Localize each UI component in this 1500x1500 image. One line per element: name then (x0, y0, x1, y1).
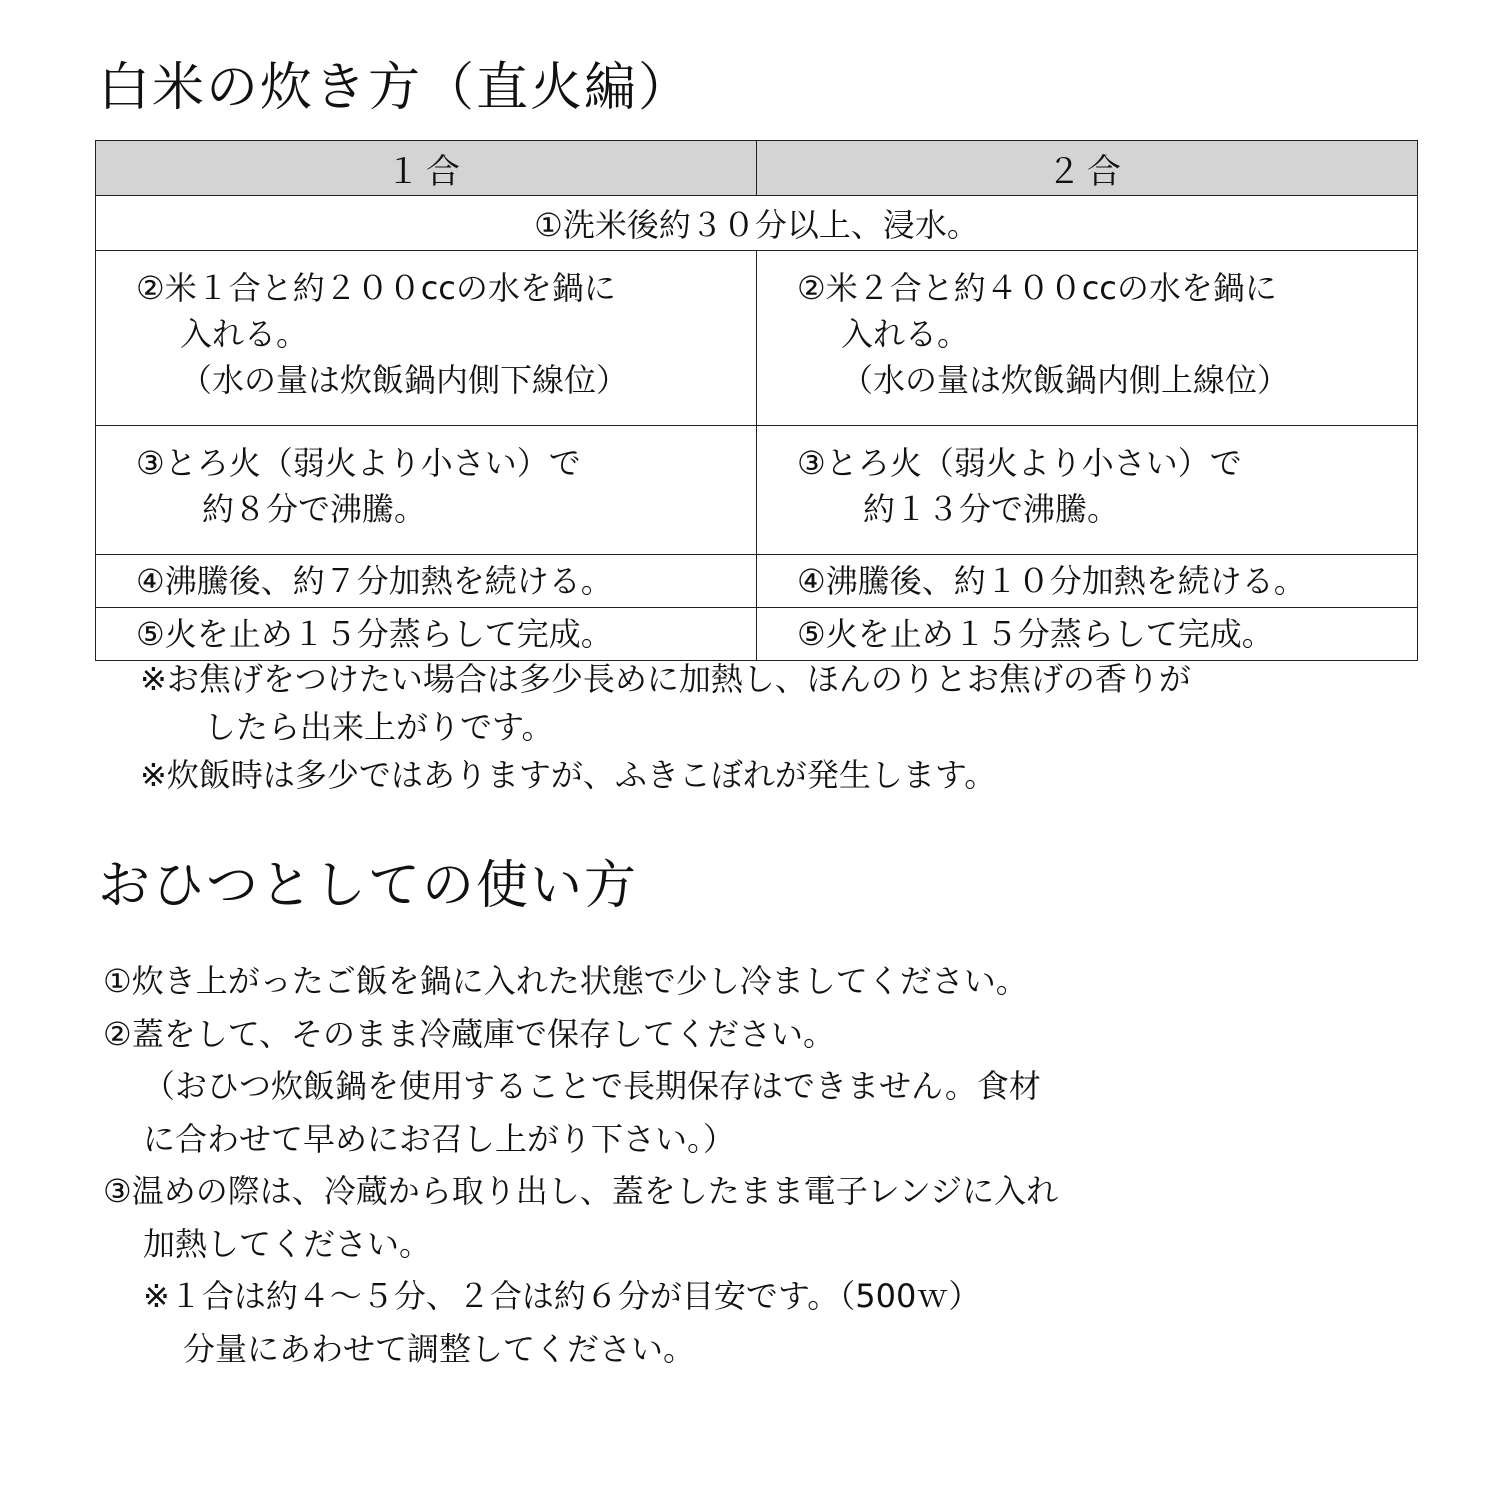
step3-2go-line2: 約１３分で沸騰。 (863, 490, 1120, 528)
table-row-step3 (96, 426, 1418, 555)
step4-cell-1go (96, 555, 757, 608)
step5-2go-text: ⑤火を止め１５分蒸らして完成。 (797, 615, 1274, 653)
step1-cell: ①洗米後約３０分以上、浸水。 (96, 196, 1418, 251)
step2-2go-line1: ②米２合と約４００ccの水を鍋に (797, 269, 1277, 307)
step5-cell-1go (96, 608, 757, 661)
usage-line-6: 加熱してください。 (143, 1224, 432, 1263)
step2-1go-line2: 入れる。 (180, 315, 309, 353)
note-line-2: したら出来上がりです。 (204, 708, 554, 746)
step2-2go-line3: （水の量は炊飯鍋内側上線位） (841, 361, 1290, 399)
section-title-ohitsu: おひつとしての使い方 (98, 856, 639, 916)
usage-line-1: ①炊き上がったご飯を鍋に入れた状態で少し冷ましてください。 (103, 962, 1028, 1000)
step3-2go-line1: ③とろ火（弱火より小さい）で (797, 444, 1242, 482)
step3-cell-2go (757, 426, 1418, 555)
note-line-3: ※炊飯時は多少ではありますが、ふきこぼれが発生します。 (140, 756, 997, 794)
table-row-step1 (96, 196, 1418, 251)
header-1-go: １合 (96, 141, 757, 196)
ohitsu-usage-list (103, 955, 1058, 1375)
step2-2go-line2: 入れる。 (841, 315, 970, 353)
usage-line-2: ②蓋をして、そのまま冷蔵庫で保存してください。 (103, 1014, 836, 1053)
table-row-step5 (96, 608, 1418, 661)
cooking-notes (140, 655, 1191, 799)
usage-line-4: に合わせて早めにお召し上がり下さい。） (143, 1119, 736, 1158)
step2-1go-line1: ②米１合と約２００ccの水を鍋に (136, 269, 616, 307)
step4-cell-2go (757, 555, 1418, 608)
table-row-step2 (96, 251, 1418, 426)
step4-1go-text: ④沸騰後、約７分加熱を続ける。 (136, 562, 613, 600)
step4-2go-text: ④沸騰後、約１０分加熱を続ける。 (797, 562, 1306, 600)
step5-cell-2go (757, 608, 1418, 661)
step2-cell-1go (96, 251, 757, 426)
step3-1go-line2: 約８分で沸騰。 (202, 490, 427, 528)
step2-cell-2go (757, 251, 1418, 426)
table-row-step4 (96, 555, 1418, 608)
usage-line-8: 分量にあわせて調整してください。 (183, 1329, 696, 1368)
step5-1go-text: ⑤火を止め１５分蒸らして完成。 (136, 615, 613, 653)
usage-line-3: （おひつ炊飯鍋を使用することで長期保存はできません。食材 (143, 1067, 1041, 1105)
step2-1go-line3: （水の量は炊飯鍋内側下線位） (180, 361, 629, 399)
usage-line-5: ③温めの際は、冷蔵から取り出し、蓋をしたまま電子レンジに入れ (103, 1172, 1059, 1210)
step3-cell-1go (96, 426, 757, 555)
step3-1go-line1: ③とろ火（弱火より小さい）で (136, 444, 581, 482)
header-2-go: ２合 (757, 141, 1418, 196)
rice-cooking-table (95, 140, 1418, 661)
table-header-row (96, 141, 1418, 196)
note-line-1: ※お焦げをつけたい場合は多少長めに加熱し、ほんのりとお焦げの香りが (140, 660, 1191, 698)
usage-line-7: ※１合は約４～５分、２合は約６分が目安です。（500ｗ） (143, 1277, 981, 1315)
section-title-direct-fire: 白米の炊き方（直火編） (98, 58, 693, 118)
